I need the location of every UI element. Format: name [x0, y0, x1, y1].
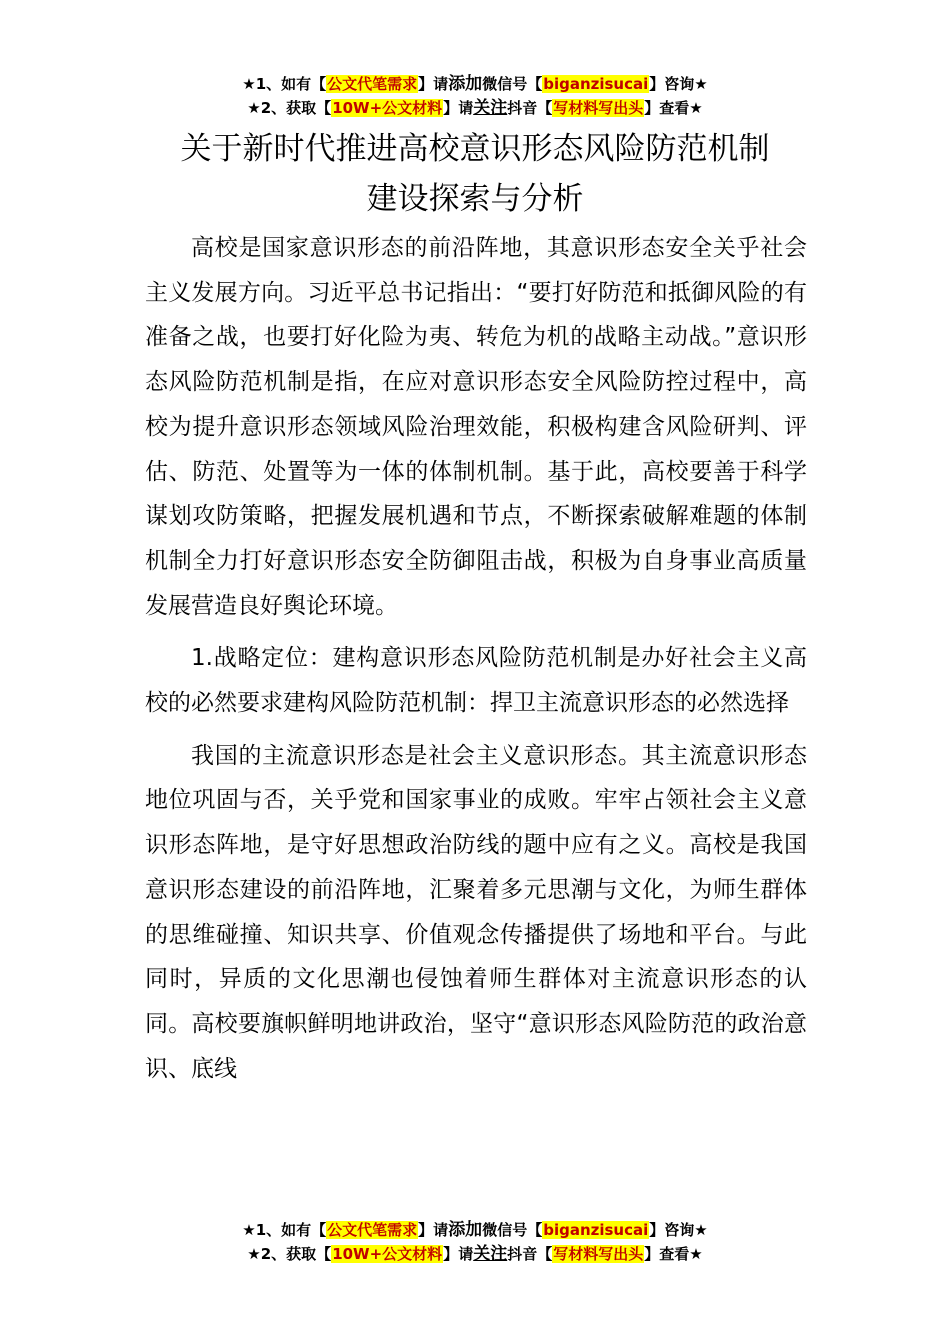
promo-text: 】咨询★ — [649, 75, 708, 93]
promo-line-2 — [0, 1242, 950, 1266]
wechat-id: biganzisucai — [543, 75, 649, 93]
promo-text: ★1、如有【 — [242, 1221, 327, 1239]
douyin-account: 写材料写出头 — [553, 99, 644, 117]
promo-highlight: 公文代笔需求 — [327, 1221, 418, 1239]
wechat-id: biganzisucai — [543, 1221, 649, 1239]
title-line-1: 关于新时代推进高校意识形态风险防范机制 — [180, 131, 770, 167]
promo-banner-top — [0, 72, 950, 120]
promo-banner-bottom — [0, 1218, 950, 1266]
promo-text: 】咨询★ — [649, 1221, 708, 1239]
promo-text: 】请 — [443, 99, 474, 117]
promo-emphasis: 关注 — [473, 98, 508, 118]
promo-text: ★2、获取【 — [247, 99, 332, 117]
promo-text: 】请 — [418, 75, 449, 93]
promo-text: 微信号【 — [482, 1221, 543, 1239]
promo-emphasis: 添加 — [448, 1220, 483, 1240]
promo-text: ★2、获取【 — [247, 1245, 332, 1263]
promo-text: 】请 — [418, 1221, 449, 1239]
promo-text: 】查看★ — [644, 1245, 703, 1263]
promo-highlight: 10W+公文材料 — [332, 99, 443, 117]
promo-text: 】查看★ — [644, 99, 703, 117]
promo-line-2 — [0, 96, 950, 120]
promo-line-1 — [0, 1218, 950, 1242]
promo-emphasis: 关注 — [473, 1244, 508, 1264]
promo-text: 微信号【 — [482, 75, 543, 93]
promo-text: 】请 — [443, 1245, 474, 1263]
paragraph-body: 我国的主流意识形态是社会主义意识形态。其主流意识形态地位巩固与否，关乎党和国家事业的成败。牢牢占领社会主义意识形态阵地，是守好思想政治防线的题中应有之义。高校是我国意识形态建设的前沿阵地，汇聚着多元思潮与文化，为师生群体的思维碰撞、知识共享、价值观念传播提供了场地和平台。与此同时，异质的文化思潮也侵蚀着师生群体对主流意识形态的认同。高校要旗帜鲜明地讲政治，坚守“意识形态风险防范的政治意识、底线 — [145, 742, 807, 1082]
promo-emphasis: 添加 — [448, 74, 483, 94]
promo-highlight: 公文代笔需求 — [327, 75, 418, 93]
paragraph-intro: 高校是国家意识形态的前沿阵地，其意识形态安全关乎社会主义发展方向。习近平总书记指出：“要打好防范和抵御风险的有准备之战，也要打好化险为夷、转危为机的战略主动战。”意识形态风险防范机制是指，在应对意识形态安全风险防控过程中，高校为提升意识形态领域风险治理效能，积极构建含风险研判、评估、防范、处置等为一体的体制机制。基于此，高校要善于科学谋划攻防策略，把握发展机遇和节点，不断探索破解难题的体制机制全力打好意识形态安全防御阻击战，积极为自身事业高质量发展营造良好舆论环境。 — [145, 235, 807, 619]
douyin-account: 写材料写出头 — [553, 1245, 644, 1263]
promo-text: 抖音【 — [507, 99, 553, 117]
section-heading: 1.战略定位：建构意识形态风险防范机制是办好社会主义高校的必然要求建构风险防范机制：捍卫主流意识形态的必然选择 — [145, 645, 807, 717]
document-body — [145, 226, 807, 1099]
document-title — [0, 124, 950, 224]
title-line-2: 建设探索与分析 — [366, 181, 584, 217]
promo-line-1 — [0, 72, 950, 96]
promo-text: 抖音【 — [507, 1245, 553, 1263]
promo-highlight: 10W+公文材料 — [332, 1245, 443, 1263]
promo-text: ★1、如有【 — [242, 75, 327, 93]
